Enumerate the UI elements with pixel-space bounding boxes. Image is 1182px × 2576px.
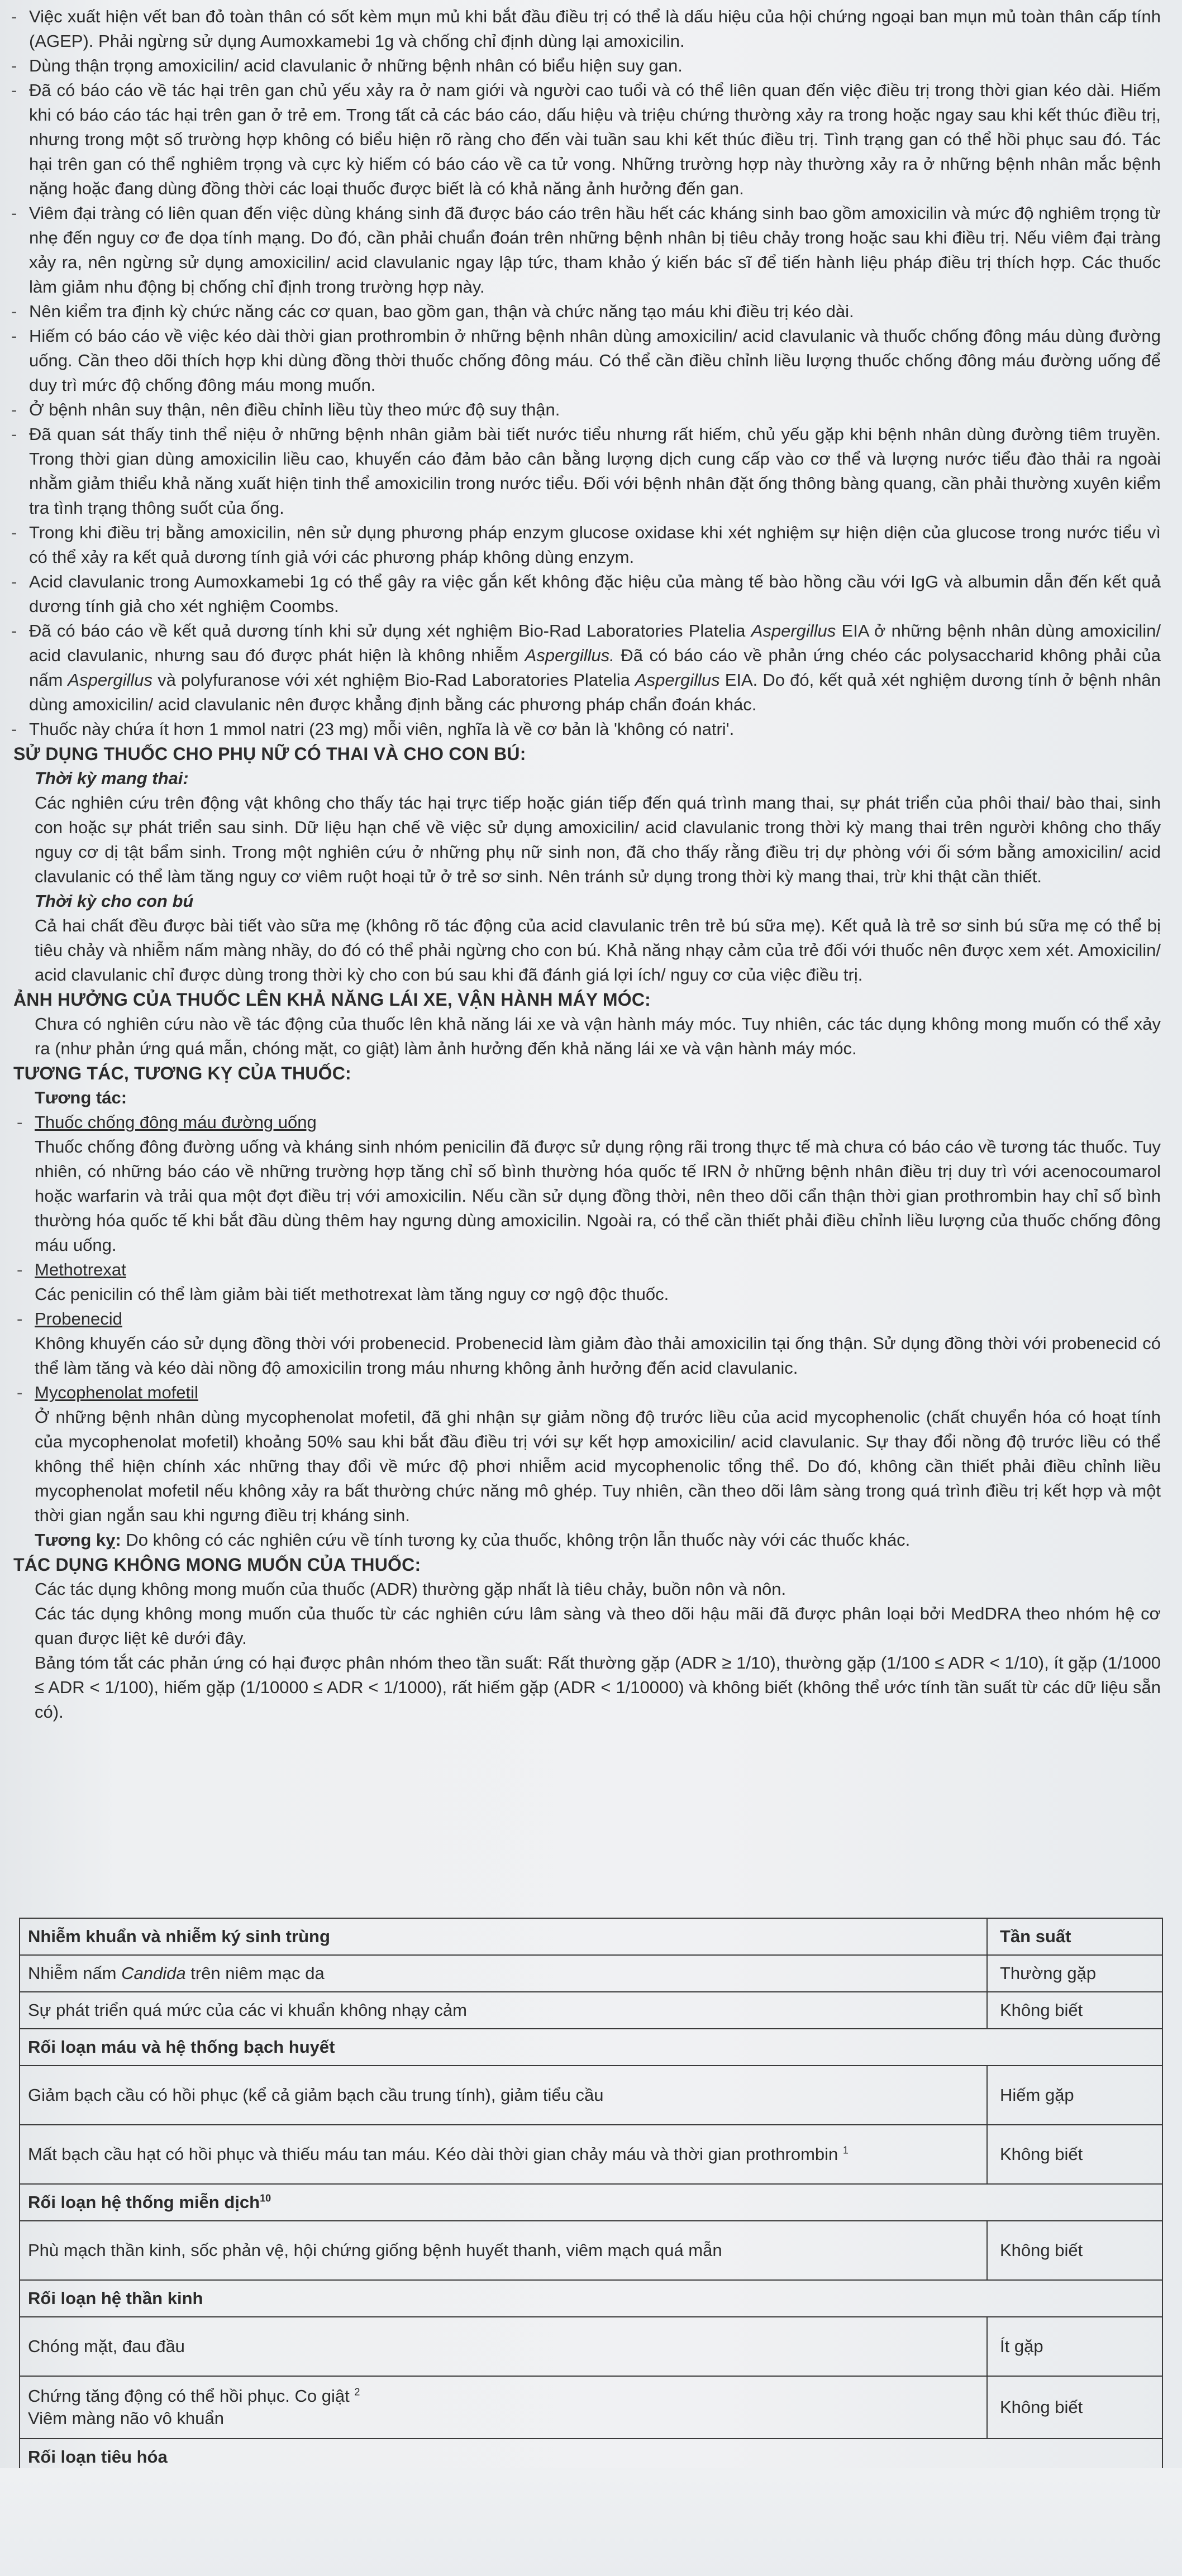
- bullet-item: - Acid clavulanic trong Aumoxkamebi 1g có thể gây ra việc gắn kết không đặc hiệu của màng tế bào hồng cầu với IgG và albumin dẫn đến kết quả dương tính giả cho xét nghiệm Coombs.: [10, 570, 1161, 619]
- interaction-title: - Mycophenolat mofetil: [10, 1380, 1161, 1405]
- frequency-cell: Ít gặp: [987, 2317, 1162, 2376]
- paragraph: Không khuyến cáo sử dụng đồng thời với probenecid. Probenecid làm giảm đào thải amoxicilin tại ống thận. Sử dụng đồng thời với probenecid có thể làm tăng và kéo dài nồng độ amoxicilin trong máu nhưng không ảnh hưởng đến acid clavulanic.: [35, 1334, 1161, 1378]
- bullet-item: - Ở bệnh nhân suy thận, nên điều chỉnh liều tùy theo mức độ suy thận.: [10, 398, 1161, 422]
- reaction-cell: Giảm bạch cầu có hồi phục (kể cả giảm bạch cầu trung tính), giảm tiểu cầu: [20, 2066, 987, 2125]
- section-heading: TÁC DỤNG KHÔNG MONG MUỐN CỦA THUỐC:: [13, 1555, 421, 1575]
- table-group-label: Rối loạn hệ thần kinh: [20, 2280, 1162, 2317]
- bullet-item: - Đã quan sát thấy tinh thể niệu ở những bệnh nhân giảm bài tiết nước tiểu nhưng rất hiếm, chủ yếu gặp khi bệnh nhân dùng đường tiêm truyền. Trong thời gian dùng amoxicilin liều cao, khuyến cáo đảm bảo cân bằng lượng dịch cung cấp vào cơ thể và lượng nước tiểu đào thải ra ngoài nhằm giảm thiểu khả năng xuất hiện tinh thể amoxicilin trong nước tiểu. Đối với bệnh nhân đặt ống thông bàng quang, cần phải thường xuyên kiểm tra tình trạng thông suốt của ống.: [10, 422, 1161, 520]
- bullet-item: - Thuốc này chứa ít hơn 1 mmol natri (23 mg) mỗi viên, nghĩa là về cơ bản là 'không có natri'.: [10, 717, 1161, 742]
- incompatibility-note: Tương kỵ: Do không có các nghiên cứu về tính tương kỵ của thuốc, không trộn lẫn thuốc này với các thuốc khác.: [35, 1530, 911, 1550]
- paragraph: Ở những bệnh nhân dùng mycophenolat mofetil, đã ghi nhận sự giảm nồng độ trước liều của acid mycophenolic (chất chuyển hóa có hoạt tính của mycophenolat mofetil) khoảng 50% sau khi bắt đầu điều trị với sự kết hợp amoxicilin/ acid clavulanic. Sự thay đổi nồng độ trước liều có thể không thể hiện chính xác những thay đổi về mức độ phơi nhiễm acid mycophenolic tổng thể. Do đó, không cần thiết phải điều chỉnh liều mycophenolat mofetil nếu không xảy ra bất thường chức năng mô ghép. Tuy nhiên, cần theo dõi lâm sàng trong quá trình điều trị kết hợp và một thời gian ngắn sau khi ngưng điều trị kháng sinh.: [35, 1407, 1161, 1525]
- subsection-title: Thời kỳ cho con bú: [35, 891, 194, 911]
- bullet-item: - Dùng thận trọng amoxicilin/ acid clavulanic ở những bệnh nhân có biểu hiện suy gan.: [10, 54, 1161, 78]
- bullet-item: - Nên kiểm tra định kỳ chức năng các cơ quan, bao gồm gan, thận và chức năng tạo máu khi điều trị kéo dài.: [10, 299, 1161, 324]
- paragraph: Bảng tóm tắt các phản ứng có hại được phân nhóm theo tần suất: Rất thường gặp (ADR ≥ 1/10), thường gặp (1/100 ≤ ADR < 1/10), ít gặp (1/1000 ≤ ADR < 1/100), hiếm gặp (1/10000 ≤ ADR < 1/1000), rất hiếm gặp (ADR < 1/10000) và không biết (không thể ước tính tần suất từ các dữ liệu sẵn có).: [35, 1653, 1161, 1722]
- table-group-label: Rối loạn hệ thống miễn dịch$^{10}$: [20, 2184, 1162, 2221]
- frequency-header: Tần suất: [987, 1918, 1162, 1955]
- frequency-cell: Thường gặp: [987, 1955, 1162, 1992]
- table-row: [20, 2221, 1162, 2280]
- table-group-row: [20, 2280, 1162, 2317]
- table-group-row: [20, 1918, 1162, 1955]
- frequency-cell: Không biết: [987, 1992, 1162, 2029]
- subsection-title: Thời kỳ mang thai:: [35, 768, 189, 788]
- table-row: [20, 1992, 1162, 2029]
- frequency-cell: Không biết: [987, 2221, 1162, 2280]
- reaction-cell: Sự phát triển quá mức của các vi khuẩn không nhạy cảm: [20, 1992, 987, 2029]
- table-group-row: [20, 2029, 1162, 2066]
- bullet-item-aspergillus: - Đã có báo cáo về kết quả dương tính khi sử dụng xét nghiệm Bio-Rad Laboratories Platelia Aspergillus EIA ở những bệnh nhân dùng amoxicilin/ acid clavulanic, nhưng sau đó được phát hiện là không nhiễm Aspergillus. Đã có báo cáo về phản ứng chéo các polysaccharid không phải của nấm Aspergillus và polyfuranose với xét nghiệm Bio-Rad Laboratories Platelia Aspergillus EIA. Do đó, kết quả xét nghiệm dương tính ở bệnh nhân dùng amoxicilin/ acid clavulanic nên được khẳng định bằng các phương pháp chẩn đoán khác.: [10, 619, 1161, 717]
- frequency-cell: Hiếm gặp: [987, 2066, 1162, 2125]
- paragraph: Chưa có nghiên cứu nào về tác động của thuốc lên khả năng lái xe và vận hành máy móc. Tuy nhiên, các tác dụng không mong muốn có thể xảy ra (như phản ứng quá mẫn, chóng mặt, co giật) làm ảnh hưởng đến khả năng lái xe và vận hành máy móc.: [35, 1014, 1161, 1058]
- table-group-label: Nhiễm khuẩn và nhiễm ký sinh trùng: [20, 1918, 987, 1955]
- section-heading: SỬ DỤNG THUỐC CHO PHỤ NỮ CÓ THAI VÀ CHO CON BÚ:: [13, 744, 526, 764]
- frequency-cell: Không biết: [987, 2376, 1162, 2439]
- paragraph: Các tác dụng không mong muốn của thuốc (ADR) thường gặp nhất là tiêu chảy, buồn nôn và nôn.: [35, 1579, 787, 1599]
- section-heading: TƯƠNG TÁC, TƯƠNG KỴ CỦA THUỐC:: [13, 1063, 351, 1083]
- section-heading: ẢNH HƯỞNG CỦA THUỐC LÊN KHẢ NĂNG LÁI XE, VẬN HÀNH MÁY MÓC:: [13, 990, 651, 1010]
- bullet-item: - Việc xuất hiện vết ban đỏ toàn thân có sốt kèm mụn mủ khi bắt đầu điều trị có thể là dấu hiệu của hội chứng ngoại ban mụn mủ toàn thân cấp tính (AGEP). Phải ngừng sử dụng Aumoxkamebi 1g và chống chỉ định dùng lại amoxicilin.: [10, 4, 1161, 54]
- table-group-label: Rối loạn tiêu hóa: [20, 2439, 1162, 2475]
- interaction-title: - Thuốc chống đông máu đường uống: [10, 1110, 1161, 1135]
- table-row: [20, 2125, 1162, 2184]
- interaction-title: - Methotrexat: [10, 1258, 1161, 1282]
- paragraph: Thuốc chống đông đường uống và kháng sinh nhóm penicilin đã được sử dụng rộng rãi trong thực tế mà chưa có báo cáo về tương tác thuốc. Tuy nhiên, có những báo cáo về những trường hợp tăng chỉ số bình thường hóa quốc tế IRN ở những bệnh nhân điều trị duy trì với acenocoumarol hoặc warfarin và trải qua một đợt điều trị với amoxicilin. Nếu cần sử dụng đồng thời, nên theo dõi cẩn thận thời gian prothrombin hay chỉ số bình thường hóa quốc tế khi bắt đầu dùng thêm hay ngưng dùng amoxicilin. Ngoài ra, có thể cần thiết phải điều chỉnh liều lượng của thuốc chống đông máu uống.: [35, 1137, 1161, 1255]
- bullet-item: - Đã có báo cáo về tác hại trên gan chủ yếu xảy ra ở nam giới và người cao tuổi và có thể liên quan đến việc điều trị trong thời gian kéo dài. Hiếm khi có báo cáo tác hại trên gan ở trẻ em. Trong tất cả các báo cáo, dấu hiệu và triệu chứng thường xảy ra trong hoặc ngay sau khi kết thúc điều trị, nhưng trong một số trường hợp không có biểu hiện rõ ràng cho đến vài tuần sau khi kết thúc điều trị. Tình trạng gan có thể hồi phục sau đó. Tác hại trên gan có thể nghiêm trọng và cực kỳ hiếm có báo cáo về ca tử vong. Những trường hợp này thường xảy ra ở những bệnh nhân mắc bệnh nặng hoặc đang dùng đồng thời các loại thuốc được biết là có khả năng ảnh hưởng đến gan.: [10, 78, 1161, 201]
- leaflet-text: [10, 4, 1161, 1724]
- table-row: [20, 2376, 1162, 2439]
- reaction-cell: Mất bạch cầu hạt có hồi phục và thiếu máu tan máu. Kéo dài thời gian chảy máu và thời gian prothrombin $^1$: [20, 2125, 987, 2184]
- paragraph: Các penicilin có thể làm giảm bài tiết methotrexat làm tăng nguy cơ ngộ độc thuốc.: [35, 1284, 669, 1304]
- bullet-item: - Viêm đại tràng có liên quan đến việc dùng kháng sinh đã được báo cáo trên hầu hết các kháng sinh bao gồm amoxicilin và mức độ nghiêm trọng từ nhẹ đến nguy cơ đe dọa tính mạng. Do đó, cần phải chuẩn đoán trên những bệnh nhân bị tiêu chảy trong hoặc sau khi điều trị. Nếu viêm đại tràng xảy ra, nên ngừng sử dụng amoxicilin/ acid clavulanic ngay lập tức, tham khảo ý kiến bác sĩ để tiến hành liệu pháp điều trị thích hợp. Các thuốc làm giảm nhu động bị chống chỉ định trong trường hợp này.: [10, 201, 1161, 299]
- table-row: [20, 2317, 1162, 2376]
- bullet-item: - Trong khi điều trị bằng amoxicilin, nên sử dụng phương pháp enzym glucose oxidase khi xét nghiệm sự hiện diện của glucose trong nước tiểu vì có thể xảy ra kết quả dương tính giả với các phương pháp không dùng enzym.: [10, 520, 1161, 570]
- table-group-label: Rối loạn máu và hệ thống bạch huyết: [20, 2029, 1162, 2066]
- adverse-reactions-table: [19, 1918, 1163, 2550]
- reaction-cell: Chứng tăng động có thể hồi phục. Co giật $^2$ Viêm màng não vô khuẩn: [20, 2376, 987, 2439]
- table-group-row: [20, 2184, 1162, 2221]
- frequency-cell: Không biết: [987, 2125, 1162, 2184]
- reaction-cell: Chóng mặt, đau đầu: [20, 2317, 987, 2376]
- interaction-title: - Probenecid: [10, 1307, 1161, 1331]
- paragraph: Cả hai chất đều được bài tiết vào sữa mẹ (không rõ tác động của acid clavulanic trên trẻ bú sữa mẹ). Kết quả là trẻ sơ sinh bú sữa mẹ có thể bị tiêu chảy và nhiễm nấm màng nhầy, do đó có thể phải ngừng cho con bú. Khả năng nhạy cảm của trẻ đối với thuốc nên được xem xét. Amoxicilin/ acid clavulanic chỉ được dùng trong thời kỳ cho con bú sau khi đã đánh giá lợi ích/ nguy cơ của việc điều trị.: [35, 916, 1161, 984]
- subsection-title: Tương tác:: [35, 1088, 127, 1107]
- table-row: [20, 2066, 1162, 2125]
- table-row: [20, 1955, 1162, 1992]
- reaction-cell: Phù mạch thần kinh, sốc phản vệ, hội chứng giống bệnh huyết thanh, viêm mạch quá mẫn: [20, 2221, 987, 2280]
- bullet-item: - Hiếm có báo cáo về việc kéo dài thời gian prothrombin ở những bệnh nhân dùng amoxicilin/ acid clavulanic và thuốc chống đông máu dùng đường uống. Cần theo dõi thích hợp khi dùng đồng thời thuốc chống đông máu. Có thể cần điều chỉnh liều lượng thuốc chống đông máu đường uống để duy trì mức độ chống đông máu mong muốn.: [10, 324, 1161, 398]
- page-bottom-margin: [0, 2468, 1182, 2576]
- paragraph: Các nghiên cứu trên động vật không cho thấy tác hại trực tiếp hoặc gián tiếp đến quá trình mang thai, sự phát triển của phôi thai/ bào thai, sinh con hoặc sự phát triển sau sinh. Dữ liệu hạn chế về việc sử dụng amoxicilin/ acid clavulanic trong thời kỳ mang thai trên người không cho thấy nguy cơ dị tật bẩm sinh. Trong một nghiên cứu ở những phụ nữ sinh non, đã cho thấy rằng điều trị dự phòng với ối sớm bằng amoxicilin/ acid clavulanic có thể làm tăng nguy cơ viêm ruột hoại tử ở trẻ sơ sinh. Nên tránh sử dụng trong thời kỳ mang thai, trừ khi thật cần thiết.: [35, 793, 1161, 886]
- paragraph: Các tác dụng không mong muốn của thuốc từ các nghiên cứu lâm sàng và theo dõi hậu mãi đã được phân loại bởi MedDRA theo nhóm hệ cơ quan được liệt kê dưới đây.: [35, 1604, 1161, 1648]
- reaction-cell: Nhiễm nấm Candida trên niêm mạc da: [20, 1955, 987, 1992]
